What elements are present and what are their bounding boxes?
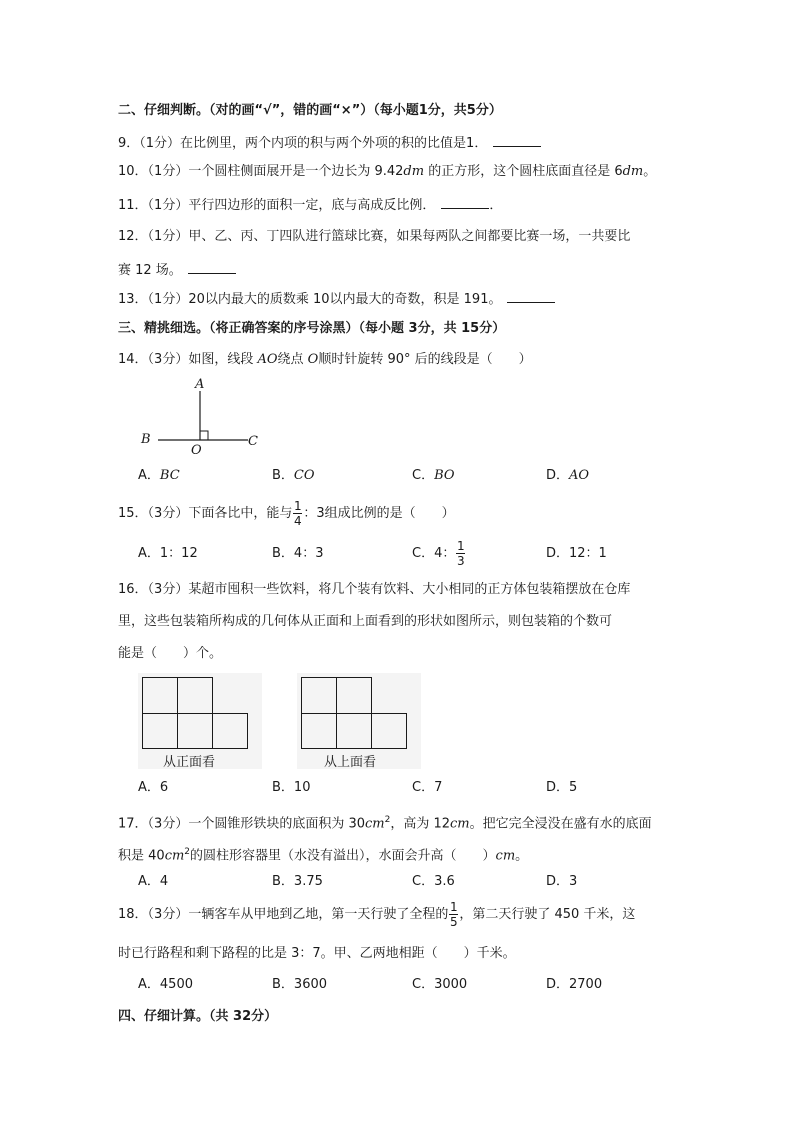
question-12-line-1: 12．（1分）甲、乙、丙、丁四队进行篮球比赛，如果每两队之间都要比赛一场，一共要比 [118,229,631,244]
option-value: 3.6 [434,874,455,889]
q14-option-b[interactable] [272,467,315,485]
option-value: 10 [293,780,311,795]
option-letter: A． [138,546,160,561]
option-letter: C． [412,780,435,795]
q14-text-1: 14．（3分）如图，线段 [118,352,258,367]
option-value: AO [569,468,590,483]
q14-var-o: O [307,352,319,367]
q14-option-a[interactable] [138,467,180,485]
q9-text: 9．（1分）在比例里，两个内项的积与两个外项的积的比值是1． [118,136,488,151]
q15-option-c[interactable] [412,538,466,570]
option-letter: A． [138,780,160,795]
question-17-line-2 [118,843,528,865]
option-letter: B． [272,780,294,795]
point-b-label: B [141,432,151,447]
question-16-line-3: 能是（ ）个。 [118,646,223,661]
q17-text-4: 积是 40 [118,848,165,864]
top-view-cell [336,677,372,714]
fraction-numerator: 1 [294,499,302,513]
front-view-cell [212,713,248,749]
q16-option-b[interactable] [272,779,310,797]
q18-option-a[interactable] [138,976,193,994]
top-view-cell [336,713,372,749]
option-letter: C． [412,546,435,561]
q15-option-d[interactable] [546,545,607,563]
question-14 [118,351,532,369]
q15-option-a[interactable] [138,545,198,563]
q10-text-3: 。 [643,164,657,179]
option-letter: B． [272,977,294,992]
top-view-figure [297,673,421,769]
q9-answer-blank[interactable] [493,134,541,147]
q11-tail: ． [489,198,503,213]
question-13 [118,290,555,309]
front-view-cell [177,677,213,714]
point-c-label: C [248,434,258,449]
option-value: 1：12 [159,546,198,561]
point-o-label: O [191,443,202,458]
front-view-label: 从正面看 [163,755,216,770]
option-letter: D． [546,468,570,483]
option-value: BO [434,468,455,483]
question-9 [118,134,541,153]
q17-text-1: 17．（3分）一个圆锥形铁块的底面积为 30 [118,816,365,832]
question-16-line-2: 里，这些包装箱所构成的几何体从正面和上面看到的形状如图所示，则包装箱的个数可 [118,614,613,629]
option-letter: B． [272,468,294,483]
option-value: 2700 [569,977,603,992]
option-value: 4：3 [293,546,324,561]
option-value: BC [159,468,180,483]
top-view-label: 从上面看 [324,755,377,770]
option-value: 4 [159,874,169,889]
q17-superscript: 2 [384,815,391,825]
top-view-cell [371,713,407,749]
question-12-line-2 [118,261,236,280]
option-value: 3000 [434,977,468,992]
q17-text-2: ，高为 12 [390,816,451,832]
top-view-cell [301,713,337,749]
option-value: 3.75 [293,874,323,889]
option-value: 6 [159,780,169,795]
q15-fraction [293,499,302,528]
front-view-cell [142,713,178,749]
top-view-cell [301,677,337,714]
q17-superscript: 2 [184,847,191,857]
question-17-line-1 [118,811,652,833]
option-letter: A． [138,468,160,483]
front-view-cell [177,713,213,749]
option-letter: D． [546,780,570,795]
q15-text-2: ：3组成比例的是（ ） [303,506,455,521]
section-2-title: 二、仔细判断。（对的画“√”，错的画“×”）（每小题1分，共5分） [118,103,502,118]
q18-fraction [449,900,458,929]
fraction-numerator: 1 [457,539,465,553]
option-letter: B． [272,546,294,561]
q14-text-3: 顺时针旋转 90° 后的线段是（ ） [318,352,532,367]
front-view-figure [138,673,262,769]
fraction-denominator: 3 [457,554,465,568]
option-value: 3 [569,874,578,889]
option-letter: D． [546,546,570,561]
option-letter: B． [272,874,294,889]
q18-option-b[interactable] [272,976,327,994]
fraction-numerator: 1 [450,900,458,914]
q17-text-3: 。把它完全浸没在盛有水的底面 [469,816,652,832]
question-18-line-1 [118,900,635,930]
q18-text-2: ，第二天行驶了 450 千米，这 [459,907,636,922]
q13-text: 13．（1分）20以内最大的质数乘 10以内最大的奇数，积是 191。 [118,292,502,307]
option-letter: D． [546,874,570,889]
point-a-label: A [195,377,205,392]
q17-unit-cm2: cm [365,816,385,832]
q14-var-ao: AO [257,352,278,367]
option-value: 7 [434,780,443,795]
question-11 [118,196,502,215]
option-letter: C． [412,977,435,992]
q10-unit-1: dm [403,164,425,179]
q14-option-c[interactable] [412,467,455,485]
option-value: CO [293,468,315,483]
section-4-title: 四、仔细计算。（共 32分） [118,1009,278,1024]
q15-option-b[interactable] [272,545,323,563]
q16-option-c[interactable] [412,779,442,797]
option-letter: A． [138,874,160,889]
q17-unit-cm2: cm [164,848,185,864]
option-letter: C． [412,468,435,483]
right-angle-mark [200,431,208,440]
q13-answer-blank[interactable] [507,290,555,303]
fraction-denominator: 5 [450,915,458,929]
section-3-title: 三、精挑细选。（将正确答案的序号涂黑）（每小题 3分，共 15分） [118,321,506,336]
q14-text-2: 绕点 [277,352,308,367]
option-letter: A． [138,977,160,992]
option-value: 12：1 [569,546,607,561]
q10-text-1: 10．（1分）一个圆柱侧面展开是一个边长为 9.42 [118,164,404,179]
q17-option-c[interactable] [412,873,455,891]
q16-option-a[interactable] [138,779,168,797]
q17-text-6: 。 [515,848,529,864]
q14-rotation-figure [138,377,268,459]
q18-text-1: 18．（3分）一辆客车从甲地到乙地，第一天行驶了全程的 [118,907,449,922]
q11-answer-blank[interactable] [441,196,489,209]
q15-text-1: 15．（3分）下面各比中，能与 [118,506,293,521]
fraction-denominator: 4 [294,514,302,528]
q12-answer-blank[interactable] [188,261,236,274]
q10-unit-2: dm [622,164,644,179]
q15-option-c-fraction [456,539,465,568]
q18-option-d[interactable] [546,976,602,994]
q17-unit-cm: cm [450,816,470,832]
option-value: 4： [434,546,456,561]
q14-option-d[interactable] [546,467,589,485]
question-15 [118,499,455,528]
q17-option-b[interactable] [272,873,323,891]
q17-option-d[interactable] [546,873,577,891]
question-10 [118,163,656,181]
option-value: 4500 [159,977,193,992]
q17-option-a[interactable] [138,873,168,891]
q18-option-c[interactable] [412,976,467,994]
question-16-line-1: 16．（3分）某超市囤积一些饮料，将几个装有饮料、大小相同的正方体包装箱摆放在仓库 [118,582,631,597]
option-letter: D． [546,977,570,992]
question-18-line-2: 时已行路程和剩下路程的比是 3：7。甲、乙两地相距（ ）千米。 [118,946,516,961]
q16-option-d[interactable] [546,779,577,797]
option-value: 5 [569,780,578,795]
q11-text: 11．（1分）平行四边形的面积一定，底与高成反比例． [118,198,436,213]
q12-text: 赛 12 场。 [118,263,182,278]
q17-text-5: 的圆柱形容器里（水没有溢出），水面会升高（ ） [190,848,496,864]
q10-text-2: 的正方形，这个圆柱底面直径是 6 [424,164,623,179]
option-letter: C． [412,874,435,889]
option-value: 3600 [293,977,328,992]
q17-unit-cm: cm [495,848,516,864]
front-view-cell [142,677,178,714]
